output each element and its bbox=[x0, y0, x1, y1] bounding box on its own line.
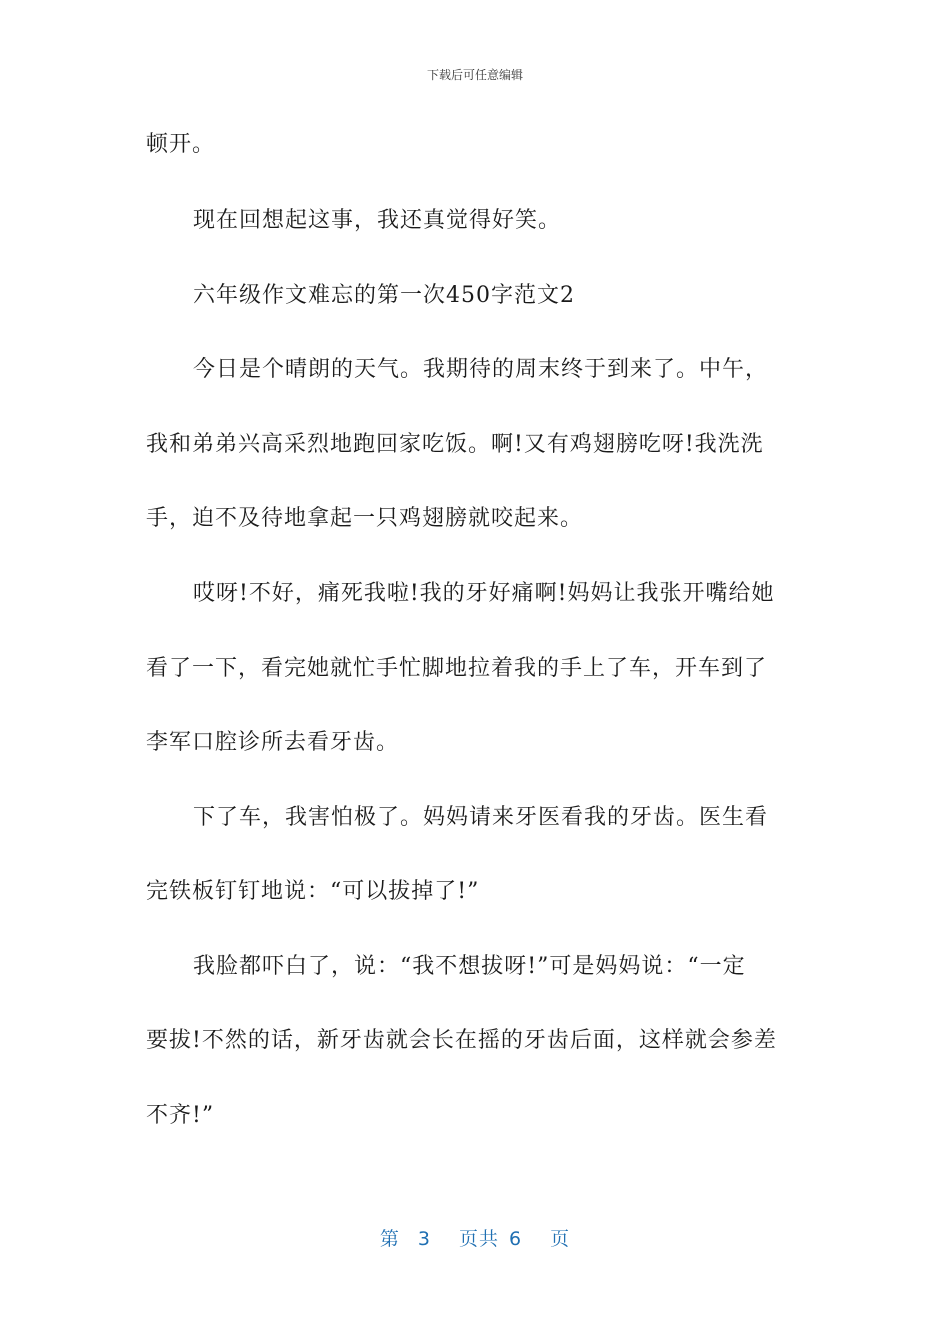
text-line: 哎呀!不好，痛死我啦!我的牙好痛啊!妈妈让我张开嘴给她 bbox=[193, 581, 775, 606]
text-line: 顿开。 bbox=[146, 132, 216, 157]
section-title: 六年级作文难忘的第一次450字范文2 bbox=[193, 283, 575, 308]
text-line: 手，迫不及待地拿起一只鸡翅膀就咬起来。 bbox=[146, 506, 584, 531]
page-header: 下载后可任意编辑 bbox=[426, 68, 523, 82]
text-line: 我和弟弟兴高采烈地跑回家吃饭。啊!又有鸡翅膀吃呀!我洗洗 bbox=[146, 432, 764, 457]
text-line: 今日是个晴朗的天气。我期待的周末终于到来了。中午， bbox=[193, 357, 769, 382]
footer-prefix: 第 bbox=[379, 1228, 400, 1250]
current-page-number: 3 bbox=[417, 1228, 431, 1250]
footer-middle: 页共 bbox=[458, 1228, 499, 1250]
text-line: 李军口腔诊所去看牙齿。 bbox=[146, 730, 400, 755]
footer-suffix: 页 bbox=[550, 1228, 571, 1250]
text-line: 不齐!” bbox=[146, 1103, 215, 1128]
text-line: 现在回想起这事，我还真觉得好笑。 bbox=[193, 208, 562, 233]
text-line: 完铁板钉钉地说：“可以拔掉了!” bbox=[146, 879, 480, 904]
page-footer bbox=[0, 1224, 950, 1251]
text-line: 看了一下，看完她就忙手忙脚地拉着我的手上了车，开车到了 bbox=[146, 656, 768, 681]
text-line: 要拔!不然的话，新牙齿就会长在摇的牙齿后面，这样就会参差 bbox=[146, 1028, 777, 1053]
text-line: 下了车，我害怕极了。妈妈请来牙医看我的牙齿。医生看 bbox=[193, 805, 769, 830]
text-line: 我脸都吓白了，说：“我不想拔呀!”可是妈妈说：“一定 bbox=[193, 954, 746, 979]
total-page-number: 6 bbox=[509, 1228, 523, 1250]
